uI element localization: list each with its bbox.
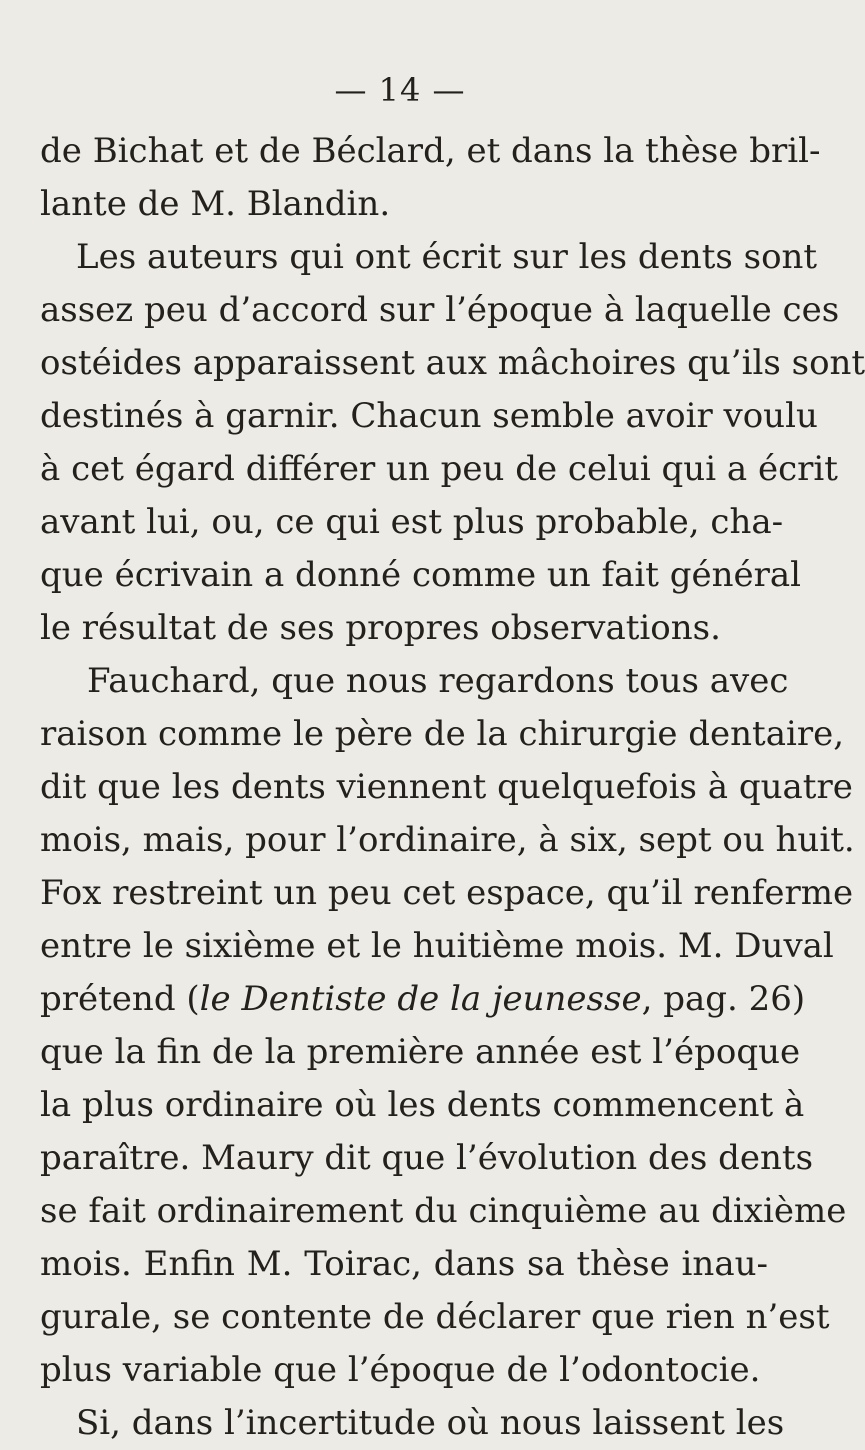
book-title: le Dentiste de la jeunesse bbox=[199, 979, 642, 1019]
paragraph-end-line: lante de M. Blandin. bbox=[40, 184, 391, 224]
text-line: de Bichat et de Béclard, et dans la thèse bril- bbox=[40, 131, 821, 171]
text-line: mois, mais, pour l’ordinaire, à six, sept ou huit. bbox=[40, 820, 855, 860]
text-line: se fait ordinairement du cinquième au dixième bbox=[40, 1191, 847, 1231]
text-line: assez peu d’accord sur l’époque à laquelle ces bbox=[40, 290, 840, 330]
text-line: à cet égard différer un peu de celui qui a écrit bbox=[40, 449, 838, 489]
paragraph-start-line: Fauchard, que nous regardons tous avec bbox=[87, 661, 789, 701]
paragraph-start-line: Si, dans l’incertitude où nous laissent les bbox=[76, 1403, 785, 1443]
citation-prefix: prétend ( bbox=[40, 979, 200, 1019]
paragraph-start-line: Les auteurs qui ont écrit sur les dents sont bbox=[76, 237, 818, 277]
citation-suffix: , pag. 26) bbox=[641, 979, 806, 1019]
text-line: Fox restreint un peu cet espace, qu’il renferme bbox=[40, 873, 854, 913]
text-line: gurale, se contente de déclarer que rien n’est bbox=[40, 1297, 830, 1337]
text-line: mois. Enfin M. Toirac, dans sa thèse inau- bbox=[40, 1244, 768, 1284]
text-line: raison comme le père de la chirurgie dentaire, bbox=[40, 714, 845, 754]
paragraph-end-line: plus variable que l’époque de l’odontocie. bbox=[40, 1350, 761, 1390]
text-line: paraître. Maury dit que l’évolution des dents bbox=[40, 1138, 814, 1178]
paragraph-end-line: le résultat de ses propres observations. bbox=[40, 608, 721, 648]
text-line: avant lui, ou, ce qui est plus probable, cha- bbox=[40, 502, 784, 542]
page-number: — 14 — bbox=[334, 71, 466, 109]
citation-line bbox=[40, 973, 806, 1026]
text-line: que écrivain a donné comme un fait général bbox=[40, 555, 801, 595]
text-line: ostéides apparaissent aux mâchoires qu’ils sont bbox=[40, 343, 865, 383]
text-line: que la fin de la première année est l’époque bbox=[40, 1032, 801, 1072]
text-line: destinés à garnir. Chacun semble avoir voulu bbox=[40, 396, 818, 436]
text-line: la plus ordinaire où les dents commencent à bbox=[40, 1085, 805, 1125]
text-line: dit que les dents viennent quelquefois à quatre bbox=[40, 767, 853, 807]
text-line: entre le sixième et le huitième mois. M. Duval bbox=[40, 926, 834, 966]
body-text bbox=[40, 125, 865, 1450]
